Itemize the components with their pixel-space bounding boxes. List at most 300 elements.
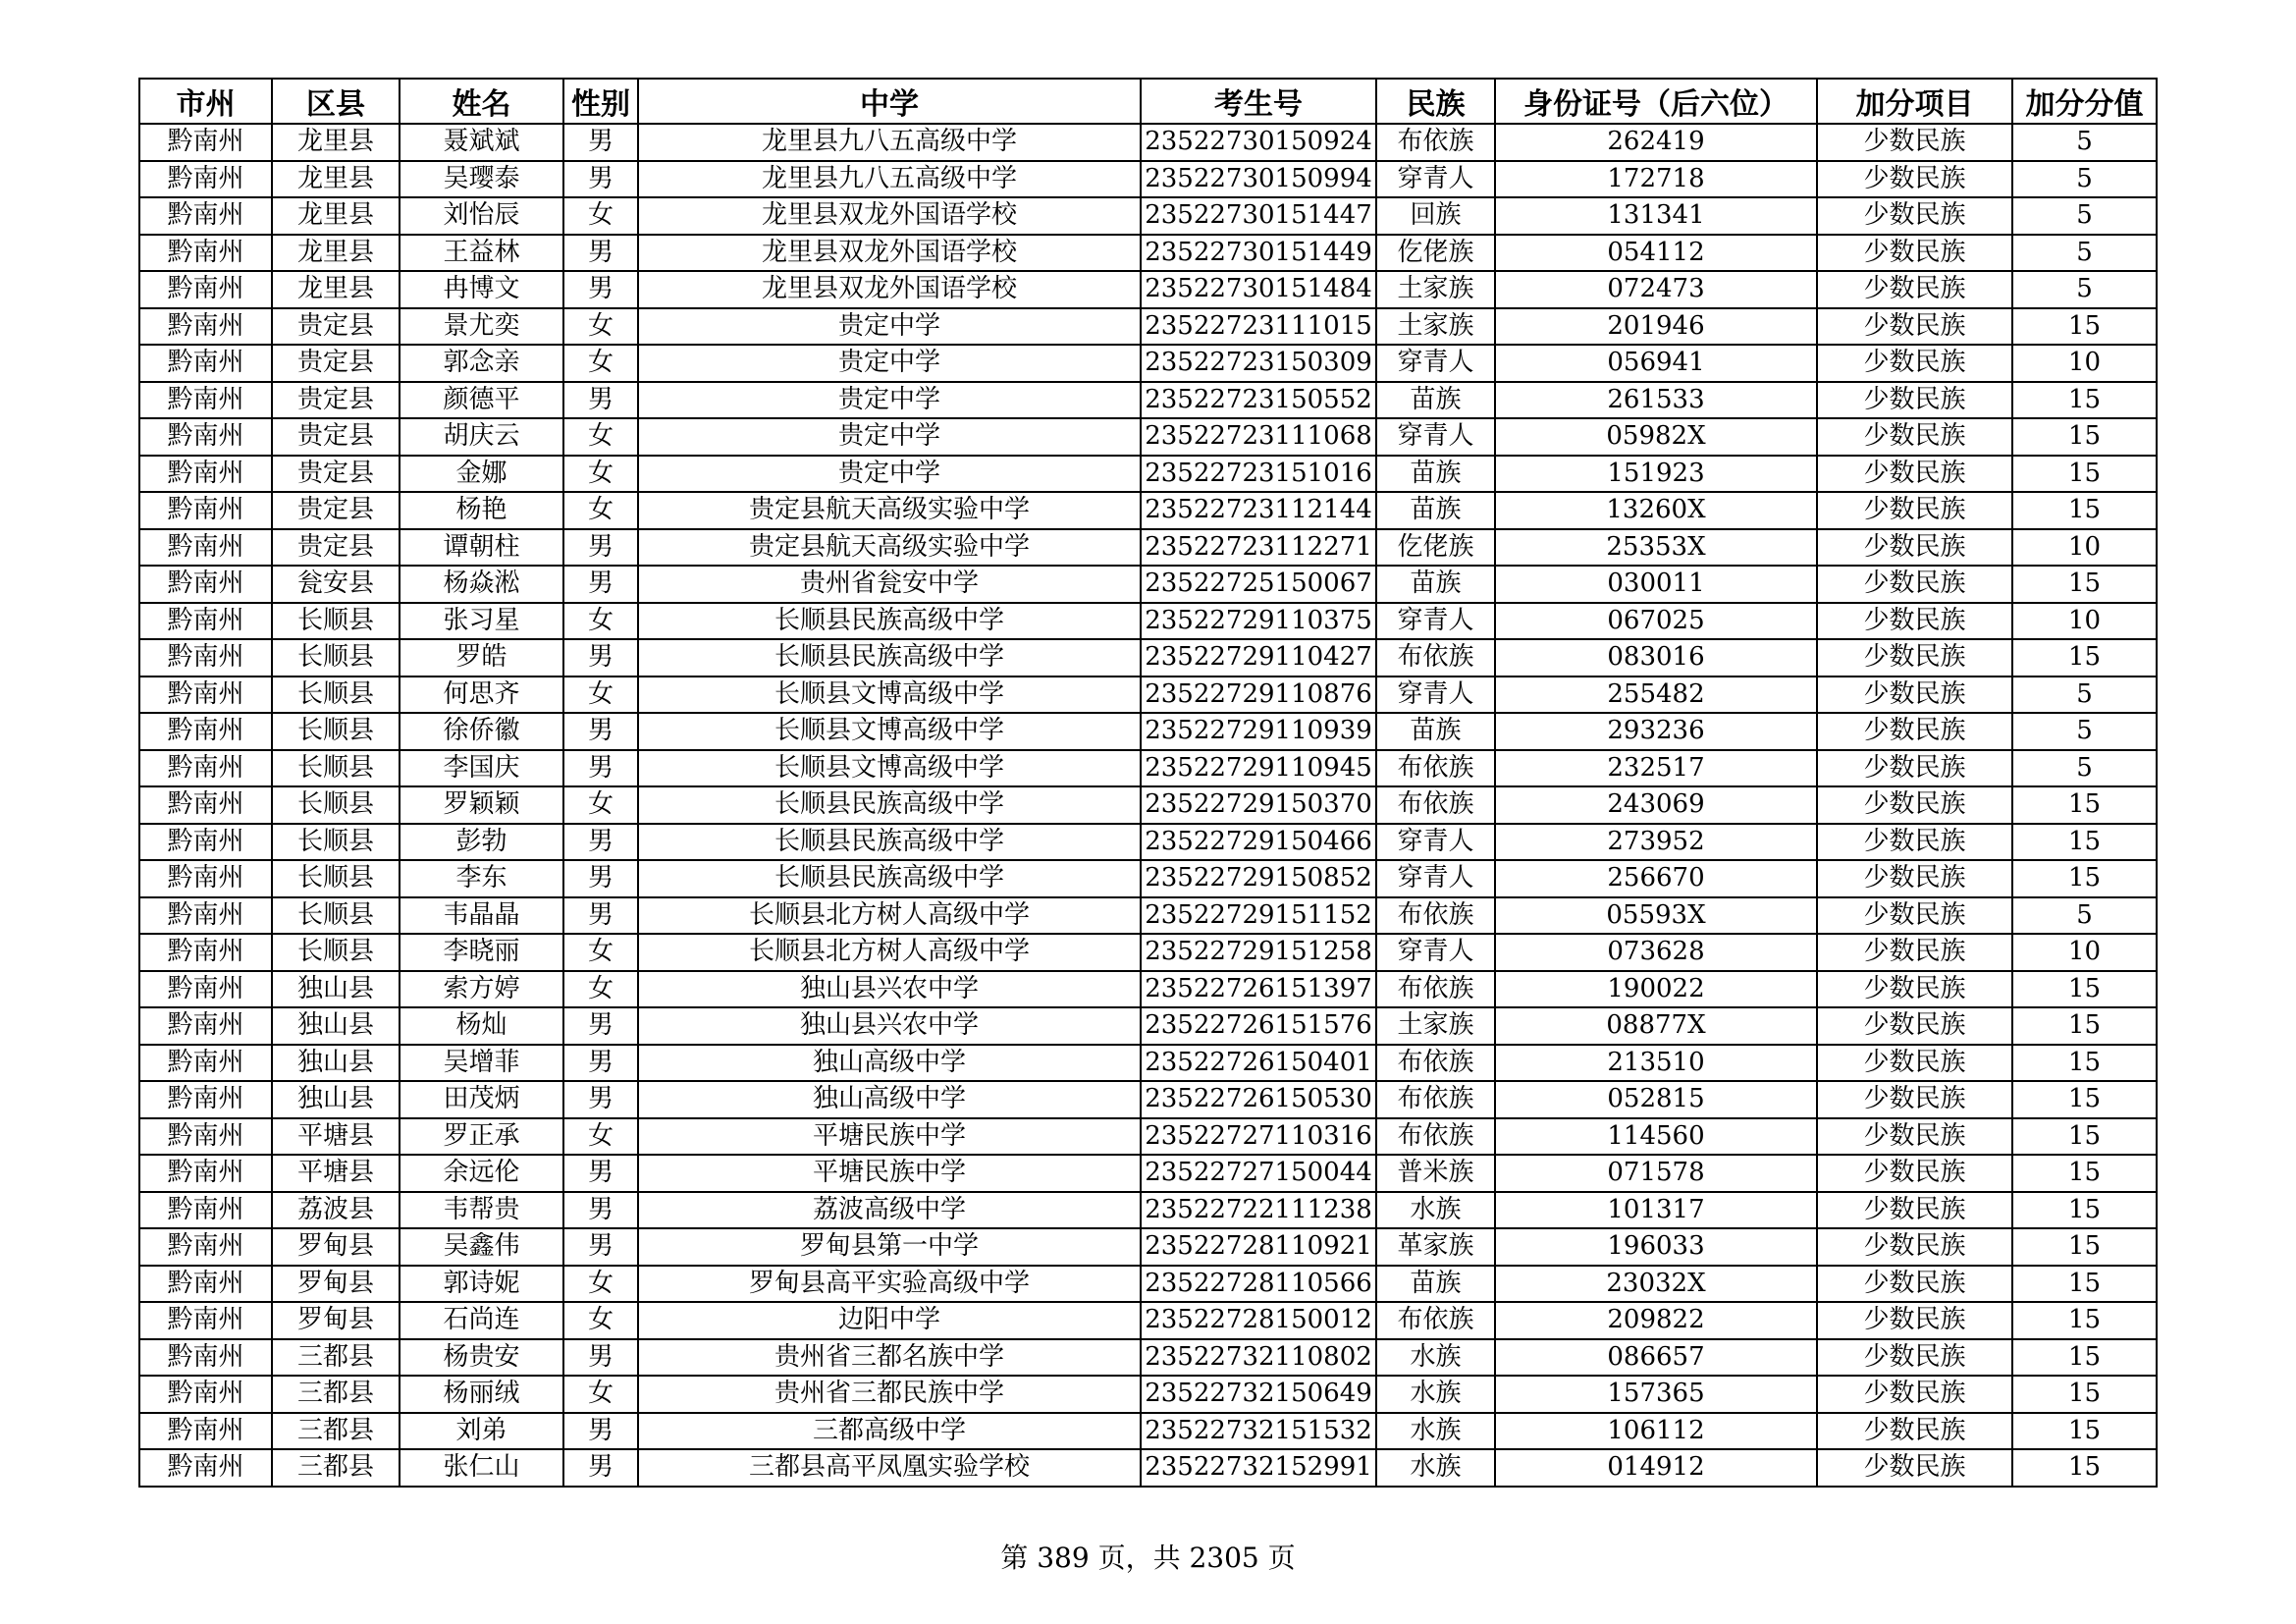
name-cell: 冉博文 xyxy=(400,271,563,308)
bonus-item-cell: 少数民族 xyxy=(1817,639,2012,677)
city-cell: 黔南州 xyxy=(139,786,272,824)
name-cell: 李国庆 xyxy=(400,750,563,787)
table-body xyxy=(139,124,2157,1487)
exam-number-cell: 23522729150852 xyxy=(1141,860,1376,897)
gender-cell: 男 xyxy=(563,161,638,198)
table-row xyxy=(139,603,2157,640)
gender-cell: 男 xyxy=(563,529,638,567)
id-last-six-cell: 05982X xyxy=(1495,418,1817,456)
table-row xyxy=(139,197,2157,235)
county-cell: 贵定县 xyxy=(272,492,400,529)
bonus-item-cell: 少数民族 xyxy=(1817,1007,2012,1045)
county-cell: 长顺县 xyxy=(272,934,400,971)
table-row xyxy=(139,1118,2157,1156)
gender-cell: 男 xyxy=(563,1155,638,1192)
ethnicity-cell: 苗族 xyxy=(1376,713,1495,750)
school-cell: 贵定中学 xyxy=(638,418,1141,456)
city-cell: 黔南州 xyxy=(139,492,272,529)
name-cell: 王益林 xyxy=(400,235,563,272)
name-cell: 徐侨徽 xyxy=(400,713,563,750)
bonus-value-cell: 5 xyxy=(2012,713,2157,750)
school-cell: 龙里县双龙外国语学校 xyxy=(638,271,1141,308)
bonus-value-cell: 15 xyxy=(2012,1302,2157,1339)
ethnicity-cell: 穿青人 xyxy=(1376,345,1495,382)
header-id-last-six: 身份证号（后六位） xyxy=(1495,79,1817,124)
gender-cell: 男 xyxy=(563,750,638,787)
school-cell: 龙里县九八五高级中学 xyxy=(638,124,1141,161)
page-number: 第 389 页，共 2305 页 xyxy=(1000,1542,1296,1574)
ethnicity-cell: 苗族 xyxy=(1376,456,1495,493)
exam-number-cell: 23522729150370 xyxy=(1141,786,1376,824)
city-cell: 黔南州 xyxy=(139,382,272,419)
id-last-six-cell: 131341 xyxy=(1495,197,1817,235)
name-cell: 罗皓 xyxy=(400,639,563,677)
table-row xyxy=(139,345,2157,382)
city-cell: 黔南州 xyxy=(139,1266,272,1303)
table-row xyxy=(139,971,2157,1008)
school-cell: 独山高级中学 xyxy=(638,1081,1141,1118)
bonus-value-cell: 15 xyxy=(2012,456,2157,493)
table-row xyxy=(139,677,2157,714)
city-cell: 黔南州 xyxy=(139,308,272,346)
table-row xyxy=(139,824,2157,861)
city-cell: 黔南州 xyxy=(139,971,272,1008)
id-last-six-cell: 23032X xyxy=(1495,1266,1817,1303)
exam-number-cell: 23522723112271 xyxy=(1141,529,1376,567)
bonus-value-cell: 15 xyxy=(2012,1413,2157,1450)
bonus-value-cell: 15 xyxy=(2012,492,2157,529)
city-cell: 黔南州 xyxy=(139,1302,272,1339)
county-cell: 长顺县 xyxy=(272,860,400,897)
bonus-value-cell: 15 xyxy=(2012,1449,2157,1487)
bonus-item-cell: 少数民族 xyxy=(1817,786,2012,824)
ethnicity-cell: 穿青人 xyxy=(1376,603,1495,640)
school-cell: 贵定县航天高级实验中学 xyxy=(638,529,1141,567)
school-cell: 贵定中学 xyxy=(638,382,1141,419)
name-cell: 颜德平 xyxy=(400,382,563,419)
school-cell: 三都县高平凤凰实验学校 xyxy=(638,1449,1141,1487)
name-cell: 张习星 xyxy=(400,603,563,640)
school-cell: 长顺县民族高级中学 xyxy=(638,603,1141,640)
bonus-value-cell: 10 xyxy=(2012,934,2157,971)
gender-cell: 女 xyxy=(563,603,638,640)
bonus-value-cell: 15 xyxy=(2012,639,2157,677)
gender-cell: 女 xyxy=(563,1302,638,1339)
ethnicity-cell: 穿青人 xyxy=(1376,418,1495,456)
bonus-item-cell: 少数民族 xyxy=(1817,529,2012,567)
bonus-value-cell: 15 xyxy=(2012,566,2157,603)
id-last-six-cell: 072473 xyxy=(1495,271,1817,308)
id-last-six-cell: 052815 xyxy=(1495,1081,1817,1118)
id-last-six-cell: 030011 xyxy=(1495,566,1817,603)
school-cell: 长顺县民族高级中学 xyxy=(638,786,1141,824)
exam-number-cell: 23522726150530 xyxy=(1141,1081,1376,1118)
city-cell: 黔南州 xyxy=(139,1449,272,1487)
name-cell: 金娜 xyxy=(400,456,563,493)
gender-cell: 女 xyxy=(563,934,638,971)
exam-number-cell: 23522732110802 xyxy=(1141,1339,1376,1377)
city-cell: 黔南州 xyxy=(139,603,272,640)
county-cell: 贵定县 xyxy=(272,529,400,567)
id-last-six-cell: 196033 xyxy=(1495,1228,1817,1266)
name-cell: 谭朝柱 xyxy=(400,529,563,567)
name-cell: 杨丽绒 xyxy=(400,1376,563,1413)
city-cell: 黔南州 xyxy=(139,161,272,198)
city-cell: 黔南州 xyxy=(139,1376,272,1413)
bonus-item-cell: 少数民族 xyxy=(1817,271,2012,308)
city-cell: 黔南州 xyxy=(139,1118,272,1156)
ethnicity-cell: 水族 xyxy=(1376,1413,1495,1450)
gender-cell: 男 xyxy=(563,382,638,419)
name-cell: 吴鑫伟 xyxy=(400,1228,563,1266)
bonus-value-cell: 15 xyxy=(2012,1266,2157,1303)
name-cell: 杨灿 xyxy=(400,1007,563,1045)
id-last-six-cell: 262419 xyxy=(1495,124,1817,161)
ethnicity-cell: 布依族 xyxy=(1376,750,1495,787)
table-row xyxy=(139,382,2157,419)
exam-number-cell: 23522730150994 xyxy=(1141,161,1376,198)
bonus-item-cell: 少数民族 xyxy=(1817,124,2012,161)
exam-number-cell: 23522723112144 xyxy=(1141,492,1376,529)
id-last-six-cell: 172718 xyxy=(1495,161,1817,198)
exam-number-cell: 23522728110566 xyxy=(1141,1266,1376,1303)
table-row xyxy=(139,1302,2157,1339)
gender-cell: 男 xyxy=(563,1192,638,1229)
gender-cell: 男 xyxy=(563,235,638,272)
table-row xyxy=(139,786,2157,824)
school-cell: 长顺县民族高级中学 xyxy=(638,860,1141,897)
county-cell: 长顺县 xyxy=(272,603,400,640)
ethnicity-cell: 苗族 xyxy=(1376,566,1495,603)
bonus-item-cell: 少数民族 xyxy=(1817,603,2012,640)
bonus-value-cell: 5 xyxy=(2012,124,2157,161)
school-cell: 贵定县航天高级实验中学 xyxy=(638,492,1141,529)
city-cell: 黔南州 xyxy=(139,418,272,456)
bonus-item-cell: 少数民族 xyxy=(1817,566,2012,603)
name-cell: 罗颖颖 xyxy=(400,786,563,824)
table-row xyxy=(139,750,2157,787)
table-row xyxy=(139,639,2157,677)
school-cell: 贵州省三都民族中学 xyxy=(638,1376,1141,1413)
exam-number-cell: 23522722111238 xyxy=(1141,1192,1376,1229)
county-cell: 罗甸县 xyxy=(272,1228,400,1266)
id-last-six-cell: 151923 xyxy=(1495,456,1817,493)
table-row xyxy=(139,418,2157,456)
county-cell: 贵定县 xyxy=(272,456,400,493)
bonus-value-cell: 15 xyxy=(2012,1118,2157,1156)
bonus-item-cell: 少数民族 xyxy=(1817,161,2012,198)
bonus-value-cell: 10 xyxy=(2012,345,2157,382)
county-cell: 贵定县 xyxy=(272,345,400,382)
id-last-six-cell: 25353X xyxy=(1495,529,1817,567)
exam-number-cell: 23522730150924 xyxy=(1141,124,1376,161)
gender-cell: 女 xyxy=(563,418,638,456)
exam-number-cell: 23522729110876 xyxy=(1141,677,1376,714)
city-cell: 黔南州 xyxy=(139,197,272,235)
exam-number-cell: 23522726150401 xyxy=(1141,1045,1376,1082)
bonus-item-cell: 少数民族 xyxy=(1817,1155,2012,1192)
name-cell: 罗正承 xyxy=(400,1118,563,1156)
city-cell: 黔南州 xyxy=(139,235,272,272)
exam-number-cell: 23522730151449 xyxy=(1141,235,1376,272)
gender-cell: 男 xyxy=(563,1045,638,1082)
id-last-six-cell: 054112 xyxy=(1495,235,1817,272)
table-row xyxy=(139,1376,2157,1413)
bonus-item-cell: 少数民族 xyxy=(1817,197,2012,235)
gender-cell: 男 xyxy=(563,1339,638,1377)
bonus-value-cell: 15 xyxy=(2012,1228,2157,1266)
county-cell: 长顺县 xyxy=(272,750,400,787)
county-cell: 龙里县 xyxy=(272,124,400,161)
county-cell: 平塘县 xyxy=(272,1155,400,1192)
county-cell: 罗甸县 xyxy=(272,1266,400,1303)
exam-number-cell: 23522730151484 xyxy=(1141,271,1376,308)
city-cell: 黔南州 xyxy=(139,1228,272,1266)
county-cell: 长顺县 xyxy=(272,713,400,750)
county-cell: 长顺县 xyxy=(272,824,400,861)
bonus-value-cell: 15 xyxy=(2012,308,2157,346)
bonus-item-cell: 少数民族 xyxy=(1817,1413,2012,1450)
name-cell: 石尚连 xyxy=(400,1302,563,1339)
name-cell: 杨贵安 xyxy=(400,1339,563,1377)
county-cell: 贵定县 xyxy=(272,418,400,456)
gender-cell: 女 xyxy=(563,345,638,382)
name-cell: 彭勃 xyxy=(400,824,563,861)
bonus-item-cell: 少数民族 xyxy=(1817,345,2012,382)
bonus-value-cell: 15 xyxy=(2012,418,2157,456)
bonus-item-cell: 少数民族 xyxy=(1817,418,2012,456)
table-row xyxy=(139,1413,2157,1450)
name-cell: 张仁山 xyxy=(400,1449,563,1487)
school-cell: 贵定中学 xyxy=(638,456,1141,493)
name-cell: 余远伦 xyxy=(400,1155,563,1192)
table-row xyxy=(139,1339,2157,1377)
bonus-item-cell: 少数民族 xyxy=(1817,971,2012,1008)
school-cell: 龙里县双龙外国语学校 xyxy=(638,235,1141,272)
county-cell: 长顺县 xyxy=(272,639,400,677)
bonus-item-cell: 少数民族 xyxy=(1817,824,2012,861)
gender-cell: 女 xyxy=(563,1118,638,1156)
exam-number-cell: 23522729110427 xyxy=(1141,639,1376,677)
city-cell: 黔南州 xyxy=(139,345,272,382)
gender-cell: 女 xyxy=(563,1376,638,1413)
id-last-six-cell: 071578 xyxy=(1495,1155,1817,1192)
gender-cell: 女 xyxy=(563,971,638,1008)
exam-number-cell: 23522728110921 xyxy=(1141,1228,1376,1266)
ethnicity-cell: 穿青人 xyxy=(1376,677,1495,714)
id-last-six-cell: 101317 xyxy=(1495,1192,1817,1229)
county-cell: 长顺县 xyxy=(272,677,400,714)
ethnicity-cell: 穿青人 xyxy=(1376,161,1495,198)
city-cell: 黔南州 xyxy=(139,529,272,567)
bonus-value-cell: 5 xyxy=(2012,271,2157,308)
id-last-six-cell: 067025 xyxy=(1495,603,1817,640)
bonus-item-cell: 少数民族 xyxy=(1817,1081,2012,1118)
school-cell: 荔波高级中学 xyxy=(638,1192,1141,1229)
exam-number-cell: 23522723150552 xyxy=(1141,382,1376,419)
name-cell: 聂斌斌 xyxy=(400,124,563,161)
exam-number-cell: 23522729110375 xyxy=(1141,603,1376,640)
id-last-six-cell: 243069 xyxy=(1495,786,1817,824)
name-cell: 郭诗妮 xyxy=(400,1266,563,1303)
ethnicity-cell: 苗族 xyxy=(1376,492,1495,529)
school-cell: 平塘民族中学 xyxy=(638,1155,1141,1192)
header-gender: 性别 xyxy=(563,79,638,124)
school-cell: 边阳中学 xyxy=(638,1302,1141,1339)
id-last-six-cell: 213510 xyxy=(1495,1045,1817,1082)
name-cell: 何思齐 xyxy=(400,677,563,714)
bonus-item-cell: 少数民族 xyxy=(1817,1302,2012,1339)
id-last-six-cell: 273952 xyxy=(1495,824,1817,861)
school-cell: 长顺县文博高级中学 xyxy=(638,713,1141,750)
county-cell: 独山县 xyxy=(272,971,400,1008)
exam-number-cell: 23522732151532 xyxy=(1141,1413,1376,1450)
bonus-item-cell: 少数民族 xyxy=(1817,382,2012,419)
city-cell: 黔南州 xyxy=(139,713,272,750)
gender-cell: 女 xyxy=(563,677,638,714)
table-row xyxy=(139,1007,2157,1045)
county-cell: 独山县 xyxy=(272,1081,400,1118)
exam-number-cell: 23522726151576 xyxy=(1141,1007,1376,1045)
exam-number-cell: 23522732150649 xyxy=(1141,1376,1376,1413)
id-last-six-cell: 201946 xyxy=(1495,308,1817,346)
exam-number-cell: 23522727150044 xyxy=(1141,1155,1376,1192)
city-cell: 黔南州 xyxy=(139,824,272,861)
gender-cell: 女 xyxy=(563,1266,638,1303)
bonus-item-cell: 少数民族 xyxy=(1817,456,2012,493)
exam-number-cell: 23522726151397 xyxy=(1141,971,1376,1008)
school-cell: 独山高级中学 xyxy=(638,1045,1141,1082)
county-cell: 贵定县 xyxy=(272,382,400,419)
city-cell: 黔南州 xyxy=(139,271,272,308)
ethnicity-cell: 土家族 xyxy=(1376,271,1495,308)
header-city: 市州 xyxy=(139,79,272,124)
city-cell: 黔南州 xyxy=(139,124,272,161)
school-cell: 长顺县北方树人高级中学 xyxy=(638,934,1141,971)
gender-cell: 男 xyxy=(563,1228,638,1266)
ethnicity-cell: 布依族 xyxy=(1376,897,1495,935)
ethnicity-cell: 普米族 xyxy=(1376,1155,1495,1192)
exam-number-cell: 23522729110945 xyxy=(1141,750,1376,787)
bonus-value-cell: 15 xyxy=(2012,1339,2157,1377)
id-last-six-cell: 056941 xyxy=(1495,345,1817,382)
exam-number-cell: 23522723150309 xyxy=(1141,345,1376,382)
bonus-value-cell: 10 xyxy=(2012,603,2157,640)
table-row xyxy=(139,934,2157,971)
city-cell: 黔南州 xyxy=(139,934,272,971)
ethnicity-cell: 土家族 xyxy=(1376,308,1495,346)
city-cell: 黔南州 xyxy=(139,897,272,935)
school-cell: 长顺县民族高级中学 xyxy=(638,824,1141,861)
bonus-item-cell: 少数民族 xyxy=(1817,677,2012,714)
ethnicity-cell: 穿青人 xyxy=(1376,824,1495,861)
ethnicity-cell: 水族 xyxy=(1376,1339,1495,1377)
exam-number-cell: 23522730151447 xyxy=(1141,197,1376,235)
county-cell: 平塘县 xyxy=(272,1118,400,1156)
bonus-item-cell: 少数民族 xyxy=(1817,860,2012,897)
id-last-six-cell: 114560 xyxy=(1495,1118,1817,1156)
gender-cell: 男 xyxy=(563,897,638,935)
city-cell: 黔南州 xyxy=(139,1007,272,1045)
gender-cell: 男 xyxy=(563,566,638,603)
table-row xyxy=(139,235,2157,272)
exam-number-cell: 23522729150466 xyxy=(1141,824,1376,861)
school-cell: 贵定中学 xyxy=(638,308,1141,346)
table-row xyxy=(139,529,2157,567)
bonus-value-cell: 15 xyxy=(2012,860,2157,897)
header-ethnicity: 民族 xyxy=(1376,79,1495,124)
ethnicity-cell: 布依族 xyxy=(1376,1302,1495,1339)
ethnicity-cell: 布依族 xyxy=(1376,786,1495,824)
ethnicity-cell: 水族 xyxy=(1376,1192,1495,1229)
table-row xyxy=(139,860,2157,897)
table-row xyxy=(139,1449,2157,1487)
name-cell: 田茂炳 xyxy=(400,1081,563,1118)
bonus-value-cell: 15 xyxy=(2012,824,2157,861)
bonus-value-cell: 15 xyxy=(2012,1045,2157,1082)
table-row xyxy=(139,456,2157,493)
table-row xyxy=(139,1266,2157,1303)
table-row xyxy=(139,161,2157,198)
county-cell: 荔波县 xyxy=(272,1192,400,1229)
county-cell: 瓮安县 xyxy=(272,566,400,603)
bonus-value-cell: 15 xyxy=(2012,1007,2157,1045)
school-cell: 独山县兴农中学 xyxy=(638,1007,1141,1045)
bonus-item-cell: 少数民族 xyxy=(1817,492,2012,529)
county-cell: 龙里县 xyxy=(272,271,400,308)
city-cell: 黔南州 xyxy=(139,639,272,677)
county-cell: 三都县 xyxy=(272,1449,400,1487)
header-bonus-item: 加分项目 xyxy=(1817,79,2012,124)
id-last-six-cell: 073628 xyxy=(1495,934,1817,971)
bonus-item-cell: 少数民族 xyxy=(1817,308,2012,346)
header-bonus-value: 加分分值 xyxy=(2012,79,2157,124)
school-cell: 罗甸县第一中学 xyxy=(638,1228,1141,1266)
county-cell: 长顺县 xyxy=(272,786,400,824)
gender-cell: 男 xyxy=(563,1413,638,1450)
id-last-six-cell: 05593X xyxy=(1495,897,1817,935)
id-last-six-cell: 209822 xyxy=(1495,1302,1817,1339)
ethnicity-cell: 水族 xyxy=(1376,1449,1495,1487)
gender-cell: 男 xyxy=(563,1007,638,1045)
bonus-value-cell: 15 xyxy=(2012,971,2157,1008)
school-cell: 长顺县文博高级中学 xyxy=(638,750,1141,787)
bonus-item-cell: 少数民族 xyxy=(1817,934,2012,971)
table-row xyxy=(139,1045,2157,1082)
name-cell: 刘怡辰 xyxy=(400,197,563,235)
city-cell: 黔南州 xyxy=(139,1155,272,1192)
county-cell: 三都县 xyxy=(272,1376,400,1413)
bonus-item-cell: 少数民族 xyxy=(1817,1118,2012,1156)
school-cell: 龙里县双龙外国语学校 xyxy=(638,197,1141,235)
bonus-item-cell: 少数民族 xyxy=(1817,1045,2012,1082)
county-cell: 长顺县 xyxy=(272,897,400,935)
gender-cell: 女 xyxy=(563,492,638,529)
gender-cell: 男 xyxy=(563,639,638,677)
score-bonus-table-container xyxy=(138,78,2156,1488)
school-cell: 长顺县文博高级中学 xyxy=(638,677,1141,714)
table-row xyxy=(139,566,2157,603)
exam-number-cell: 23522732152991 xyxy=(1141,1449,1376,1487)
id-last-six-cell: 190022 xyxy=(1495,971,1817,1008)
header-county: 区县 xyxy=(272,79,400,124)
name-cell: 李晓丽 xyxy=(400,934,563,971)
city-cell: 黔南州 xyxy=(139,1413,272,1450)
bonus-item-cell: 少数民族 xyxy=(1817,1266,2012,1303)
county-cell: 龙里县 xyxy=(272,235,400,272)
city-cell: 黔南州 xyxy=(139,456,272,493)
school-cell: 长顺县北方树人高级中学 xyxy=(638,897,1141,935)
